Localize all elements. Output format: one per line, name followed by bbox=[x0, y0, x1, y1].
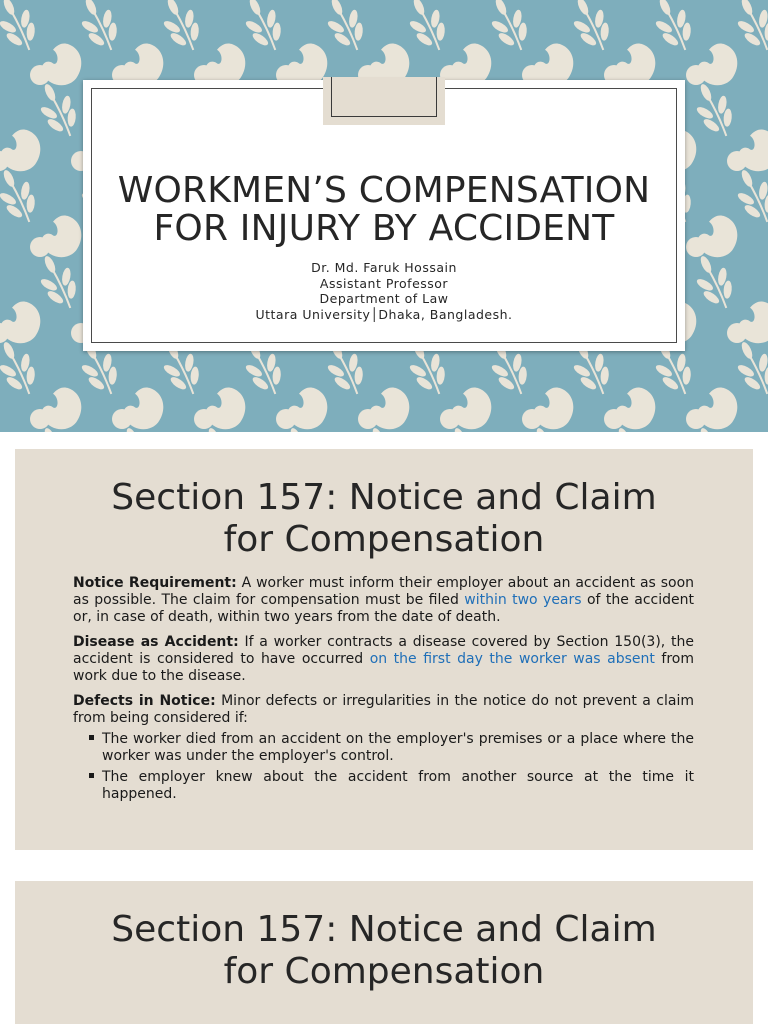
disease-as-accident-label: Disease as Accident: bbox=[73, 634, 239, 650]
square-bullet-icon bbox=[89, 735, 94, 740]
content-slide-section-157 bbox=[15, 449, 753, 850]
title-slide bbox=[0, 0, 768, 432]
highlight-first-day-absent: on the first day the worker was absent bbox=[369, 651, 655, 667]
content-slide-section-157-continued bbox=[15, 881, 753, 1024]
presenter-info bbox=[93, 260, 675, 322]
disease-as-accident-paragraph: Disease as Accident: If a worker contracts a disease covered by Section 150(3), the accident is considered to have occurred on the first day the worker was absent from work due to the disease. bbox=[73, 634, 694, 684]
slide-title: Section 157: Notice and Claim for Compensation bbox=[111, 909, 657, 992]
notice-requirement-paragraph: Notice Requirement: A worker must inform their employer about an accident as soon as possible. The claim for compensation must be filed within two years of the accident or, in case of death, within two years from the date of death. bbox=[73, 575, 695, 625]
title-card bbox=[83, 80, 685, 351]
author-position: Assistant Professor bbox=[319, 275, 449, 291]
slide-body bbox=[73, 575, 694, 807]
defects-in-notice-label: Defects in Notice: bbox=[73, 693, 216, 709]
list-item: The worker died from an accident on the employer's premises or a place where the worker was under the employer's control. bbox=[89, 731, 694, 765]
highlight-two-years: within two years bbox=[464, 592, 582, 608]
author-name: Dr. Md. Faruk Hossain bbox=[311, 260, 457, 275]
author-department: Department of Law bbox=[319, 291, 449, 306]
author-institution: Uttara University│Dhaka, Bangladesh. bbox=[255, 306, 513, 322]
conditions-list bbox=[89, 731, 694, 803]
notice-requirement-label: Notice Requirement: bbox=[73, 575, 237, 591]
square-bullet-icon bbox=[89, 773, 94, 778]
list-item: The employer knew about the accident from another source at the time it happened. bbox=[89, 769, 694, 803]
defects-in-notice-paragraph: Defects in Notice: Minor defects or irregularities in the notice do not prevent a claim from being considered if: bbox=[73, 693, 694, 726]
presentation-title: WORKMEN’S COMPENSATION FOR INJURY BY ACCIDENT bbox=[117, 170, 651, 249]
slide-title: Section 157: Notice and Claim for Compensation bbox=[111, 477, 657, 560]
card-tab-decoration bbox=[323, 77, 445, 125]
